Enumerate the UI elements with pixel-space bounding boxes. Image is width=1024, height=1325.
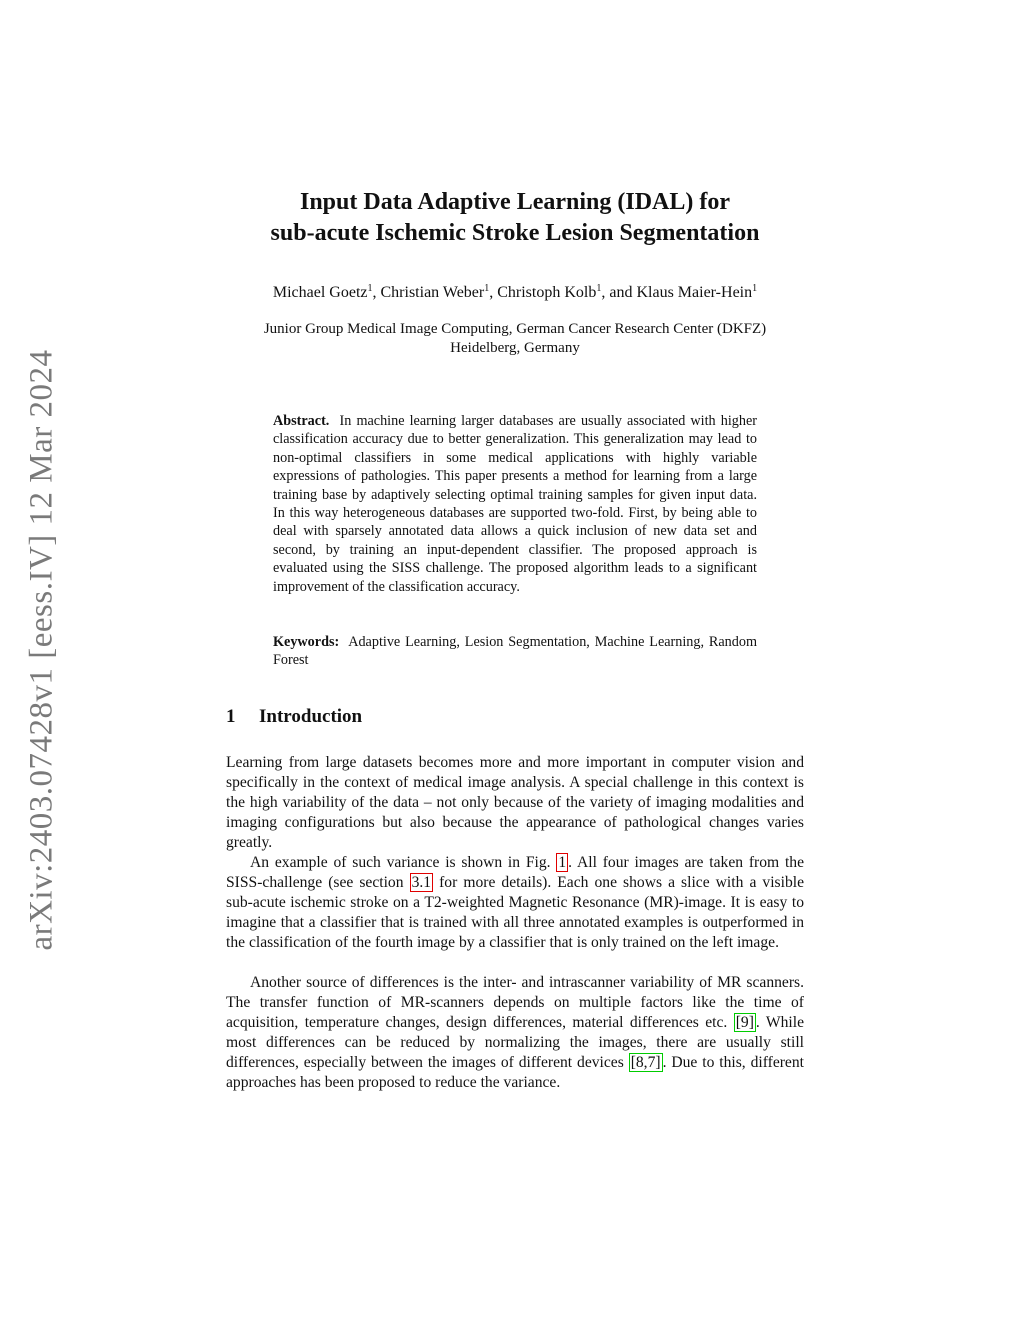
author-list: Michael Goetz$^1$, Christian Weber$^1$, Christoph Kolb$^1$, and Klaus Maier-Hein$^1$ <box>272 283 758 301</box>
affiliation-line-2: Heidelberg, Germany <box>450 340 580 356</box>
arxiv-side-stamp: arXiv:2403.07428v1 [eess.IV] 12 Mar 2024 <box>23 349 60 951</box>
title-line-1: Input Data Adaptive Learning (IDAL) for <box>299 189 731 215</box>
section-heading-introduction <box>226 706 362 728</box>
author-4-affil: 1 <box>752 283 758 294</box>
section-number: 1 <box>226 706 236 727</box>
author-1: Michael Goetz <box>272 284 368 301</box>
author-3-affil: 1 <box>596 283 602 294</box>
intro-paragraph-1: Learning from large datasets becomes more and more important in computer vision and specifically in the context of medical image analysis. A special challenge in this context is the high variability of the data – not only because of the variety of imaging modalities and imaging configurations but also because the appearance of pathological changes varies greatly. <box>226 754 804 851</box>
abstract-text: In machine learning larger databases are usually associated with higher classification accuracy due to better generalization. This generalization may lead to non-optimal classifiers in some medical applications with highly variable expressions of pathologies. This paper presents a method for learning from a large training base by adaptively selecting optimal training samples for given input data. In this way heterogeneous databases are supported two-fold. First, by being able to deal with sparsely annotated data allows a quick inclusion of new data set and second, by training an input-dependent classifier. The proposed approach is evaluated using the SISS challenge. The proposed algorithm leads to a significant improvement of the classification accuracy. <box>273 413 757 595</box>
section-reference-link[interactable]: 3.1 <box>411 874 432 891</box>
abstract <box>273 412 757 596</box>
author-2-affil: 1 <box>484 283 490 294</box>
author-1-affil: 1 <box>367 283 373 294</box>
paper-title <box>200 187 830 249</box>
author-4: Klaus Maier-Hein <box>636 284 753 301</box>
title-line-2: sub-acute Ischemic Stroke Lesion Segmentation <box>270 220 760 246</box>
intro-paragraph-2: An example of such variance is shown in Fig. 1 . All four images are taken from the SISS-challenge (see section 3.1 for more details). Each one shows a slice with a visible sub-acute ischemic stroke on a T2-weighted Magnetic Resonance (MR)-image. It is easy to imagine that a classifier that is trained with all three annotated examples is outperformed in the classification of the fourth image by a classifier that is only trained on the left image. <box>226 854 804 951</box>
affiliation <box>180 320 850 358</box>
citation-link-8-7[interactable]: [8,7] <box>630 1054 661 1071</box>
abstract-label: Abstract. <box>273 413 330 429</box>
intro-paragraph-3: Another source of differences is the inter- and intrascanner variability of MR scanners. The transfer function of MR-scanners depends on multiple factors like the time of acquisition, temperature changes, design differences, material differences etc. [9] . While most differences can be reduced by normalizing the images, there are usually still differences, especially between the images of different devices [8,7] . Due to this, different approaches has been proposed to reduce the variance. <box>226 974 804 1091</box>
keywords <box>273 633 757 670</box>
keywords-text: Adaptive Learning, Lesion Segmentation, Machine Learning, Random Forest <box>273 634 758 669</box>
keywords-label: Keywords: <box>273 634 340 650</box>
author-2: Christian Weber <box>380 284 485 301</box>
section-title: Introduction <box>259 706 363 727</box>
figure-reference-link[interactable]: 1 <box>558 854 567 871</box>
affiliation-line-1: Junior Group Medical Image Computing, German Cancer Research Center (DKFZ) <box>263 321 767 337</box>
author-3: Christoph Kolb <box>497 284 597 301</box>
citation-link-9[interactable]: [9] <box>735 1014 754 1031</box>
